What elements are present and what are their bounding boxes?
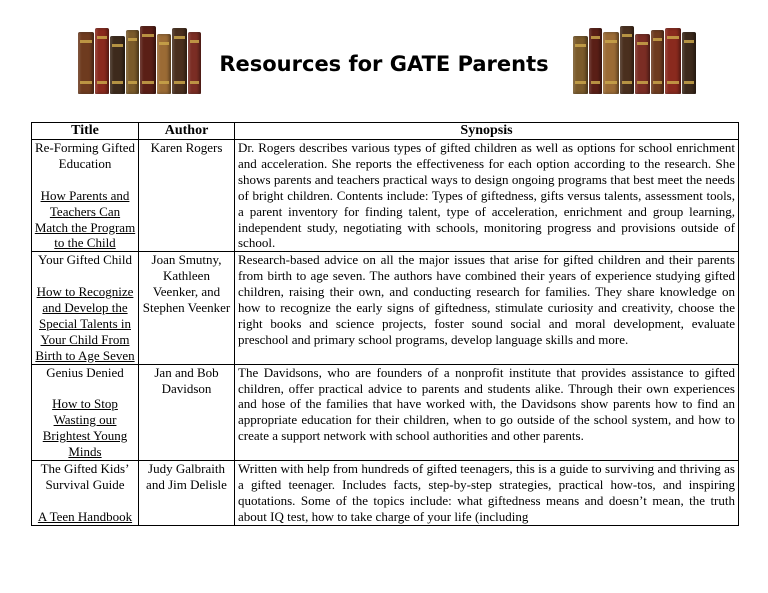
book-author: Karen Rogers	[139, 140, 235, 252]
book-synopsis: Dr. Rogers describes various types of gifted children as well as options for school enrichment and acceleration. She reports the effectiveness for each option according to the research. She shows parents and teachers practical ways to design ongoing programs that best meet the needs of bright children. Contents include: Types of giftedness, gifts versus talents, assessment tools, a parent inventory for finding talent, type of acceleration, enrichment and group learning, independent study, negotiating with schools, monitoring progress and provisions outside of school.	[235, 140, 739, 252]
table-row	[32, 252, 739, 364]
book-title: Your Gifted Child	[37, 252, 133, 268]
book-title: The Gifted Kids’ Survival Guide	[40, 461, 130, 492]
book-title-cell	[32, 461, 139, 526]
book-title: Re-Forming Gifted Education	[34, 140, 135, 171]
book-subtitle: How to Recognize and Develop the Special Talents in Your Child From Birth to Age Seven	[35, 284, 135, 363]
book-title-cell	[32, 140, 139, 252]
book-synopsis: Research-based advice on all the major issues that arise for gifted children and their parents from birth to age seven. The authors have combined their years of experience studying gifted children, raising their own, and conducting research for families. They share knowledge on how to recognize the early signs of giftedness, stimulate curiosity and creativity, choose the right books and science projects, foster sound social and moral development, evaluate preschool and primary school programs, develop language skills and more.	[235, 252, 739, 364]
table-row	[32, 364, 739, 460]
book-title-cell	[32, 364, 139, 460]
book-title-cell	[32, 252, 139, 364]
page-title: Resources for GATE Parents	[219, 52, 549, 76]
book-subtitle: How Parents and Teachers Can Match the Program to the Child	[34, 187, 136, 251]
book-subtitle: How to Stop Wasting our Brightest Young Minds	[42, 396, 128, 460]
book-synopsis: The Davidsons, who are founders of a nonprofit institute that provides assistance to gifted children, offer practical advice to parents and students alike. Through their own experiences and hose of the families that have worked with, the Davidsons show parents how to find an appropriate education for their children, when to go outside of the school system, and how to create a support network with school authorities and other parents.	[235, 364, 739, 460]
table-row	[32, 461, 739, 526]
column-header-author: Author	[139, 123, 235, 140]
book-author: Jan and Bob Davidson	[139, 364, 235, 460]
book-author: Joan Smutny, Kathleen Veenker, and Stephen Veenker	[139, 252, 235, 364]
book-title: Genius Denied	[46, 364, 124, 380]
book-author: Judy Galbraith and Jim Delisle	[139, 461, 235, 526]
table-row	[32, 140, 739, 252]
resources-table	[31, 122, 739, 526]
column-header-synopsis: Synopsis	[235, 123, 739, 140]
table-header-row	[32, 123, 739, 140]
book-synopsis: Written with help from hundreds of gifted teenagers, this is a guide to surviving and thriving as a gifted teenager. Includes facts, step-by-step strategies, practical how-tos, and inspiring quotations. Some of the topics include: what giftedness means and doesn’t mean, the truth about IQ test, how to take charge of your life (including	[235, 461, 739, 526]
book-subtitle: A Teen Handbook	[37, 508, 133, 524]
column-header-title: Title	[32, 123, 139, 140]
